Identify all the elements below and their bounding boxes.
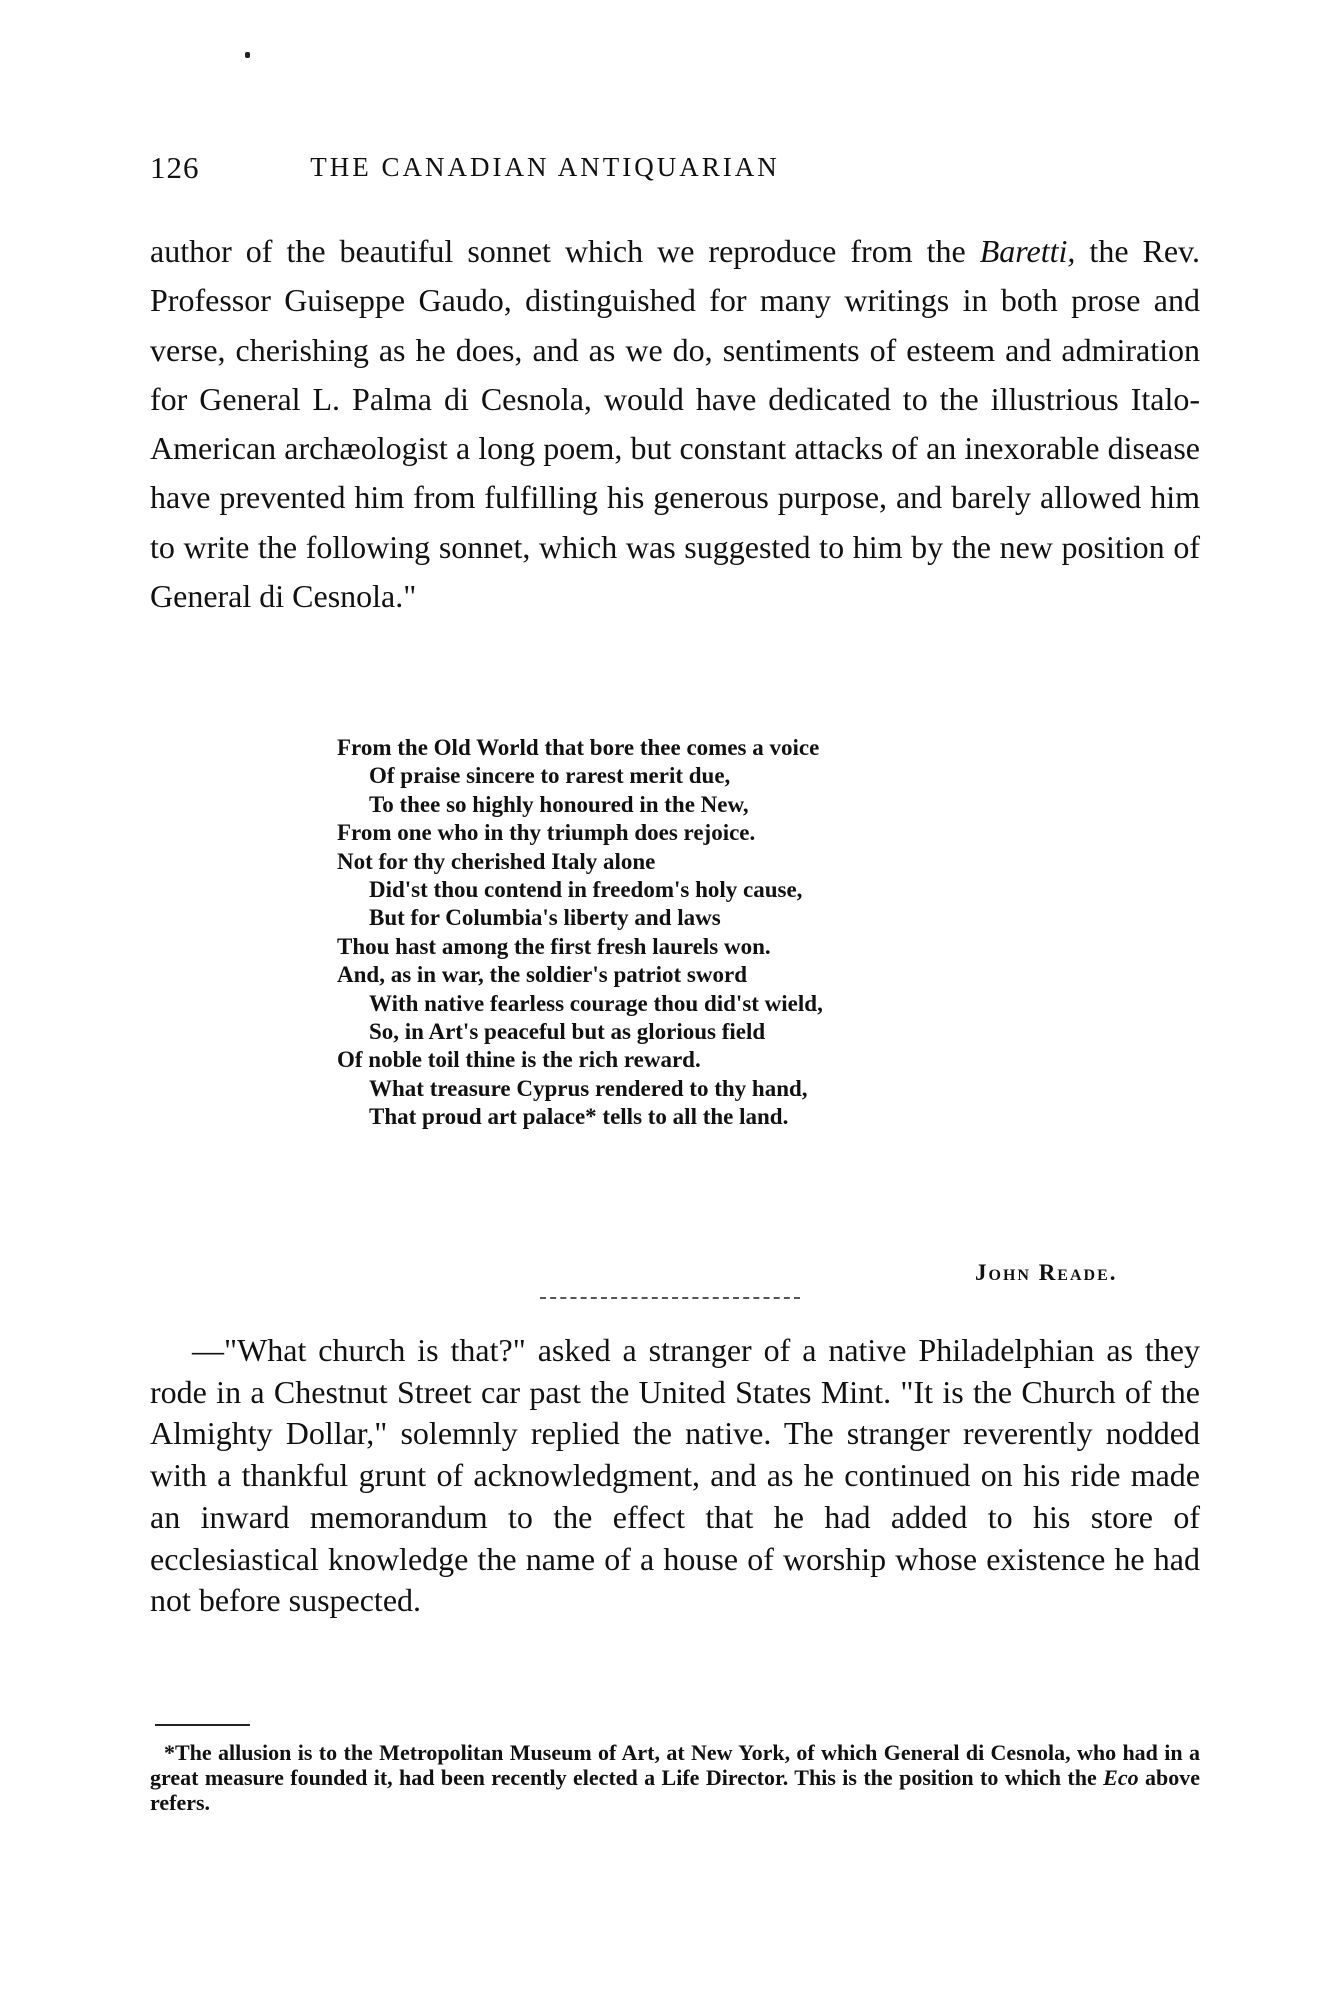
footnote-italic-title: Eco [1103,1765,1139,1790]
poem-line: Thou hast among the first fresh laurels won. [337,933,771,959]
paragraph-1-italic-title: Baretti, [979,233,1076,269]
poem-line: And, as in war, the soldier's patriot sword [337,962,747,988]
poem-line: With native fearless courage thou did'st wield, [369,990,823,1016]
page-header [150,150,940,190]
footnote-rule [155,1724,250,1726]
footnote [150,1740,1200,1815]
poem-author: John Reade. [975,1260,1118,1285]
poem-line: To thee so highly honoured in the New, [369,791,749,817]
footnote-text-end: above refers. [150,1765,1200,1815]
paragraph-1 [150,227,1200,621]
poem-line: Of praise sincere to rarest merit due, [369,763,731,789]
poem-line: From one who in thy triumph does rejoice. [337,820,756,846]
running-title: THE CANADIAN ANTIQUARIAN [310,152,780,182]
paragraph-1-text-start: author of the beautiful sonnet which we reproduce from the [150,233,980,269]
poem-line: Not for thy cherished Italy alone [337,848,656,874]
paragraph-1-text-end: the Rev. Professor Guiseppe Gaudo, distinguished for many writings in both prose and verse, cherishing as he does, and as we do, sentiments of esteem and admiration for General L. Palma di Cesnola, would have dedicated to the illustrious Italo-American archæologist a long poem, but constant attacks of an inexorable disease have prevented him from fulfilling his generous purpose, and barely allowed him to write the following sonnet, which was suggested to him by the new position of General di Cesnola." [150,233,1201,615]
poem-line: What treasure Cyprus rendered to thy hand, [369,1075,808,1101]
stray-ink-mark [245,52,250,58]
poem-line: So, in Art's peaceful but as glorious field [369,1019,766,1045]
poem-line: Did'st thou contend in freedom's holy cause, [369,877,803,903]
poem-line: Of noble toil thine is the rich reward. [337,1047,701,1073]
section-divider [540,1297,800,1299]
footnote-text-start: *The allusion is to the Metropolitan Museum of Art, at New York, of which General di Cesnola, who had in a great measure founded it, had been recently elected a Life Director. This is the position to which the [150,1740,1200,1790]
page-number: 126 [150,150,200,185]
poem-line: That proud art palace* tells to all the land. [369,1104,789,1130]
poem-line: But for Columbia's liberty and laws [369,905,721,931]
poem-line: From the Old World that bore thee comes a voice [337,735,820,760]
body-text [150,227,1200,621]
sonnet [337,734,1057,1132]
paragraph-2: —"What church is that?" asked a stranger of a native Philadelphian as they rode in a Chestnut Street car past the United States Mint. "It is the Church of the Almighty Dollar," solemnly replied the native. The stranger reverently nodded with a thankful grunt of acknowledgment, and as he continued on his ride made an inward memorandum to the effect that he had added to his store of ecclesiastical knowledge the name of a house of worship whose existence he had not before suspected. [150,1332,1200,1619]
